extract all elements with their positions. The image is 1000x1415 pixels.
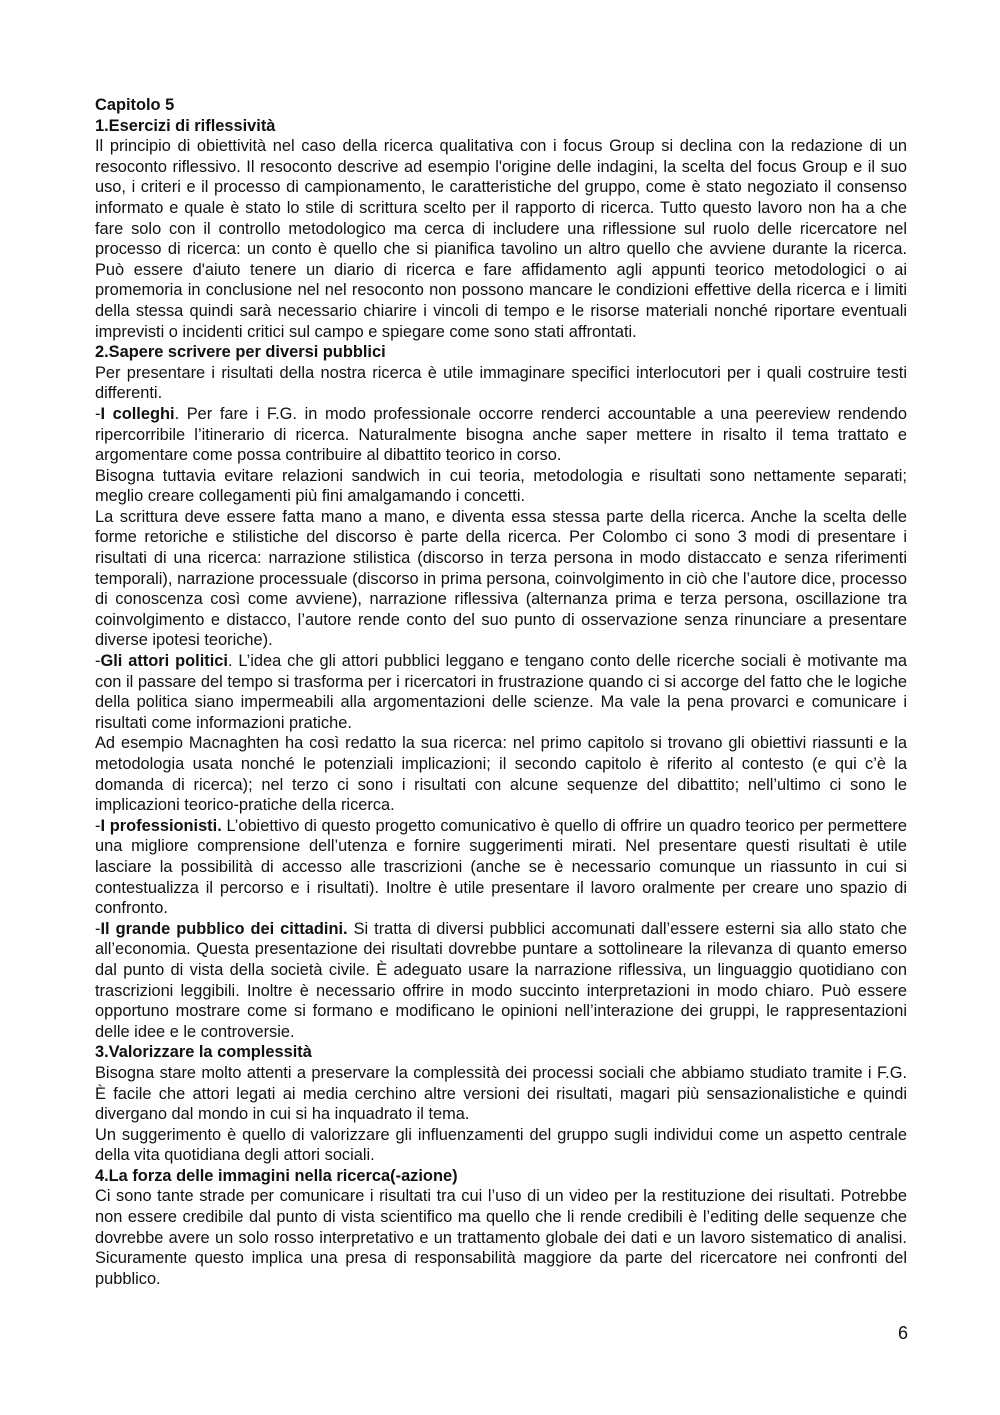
list-dash: - <box>95 919 101 938</box>
paragraph: Bisogna tuttavia evitare relazioni sandwich in cui teoria, metodologia e risultati sono nettamente separati; meglio creare collegamenti più fini amalgamando i concetti. <box>95 466 907 506</box>
list-dash: - <box>95 816 101 835</box>
paragraph: La scrittura deve essere fatta mano a mano, e diventa essa stessa parte della ricerca. Anche la scelta delle forme retoriche e stilistiche del discorso è parte della ricerca. Per Colombo ci sono 3 modi di presentare i risultati di una ricerca: narrazione stilistica (discorso in terza persona in modo distaccato e senza riferimenti temporali), narrazione processuale (discorso in prima persona, coinvolgimento in ciò che l’autore dice, processo di conoscenza così come avviene), narrazione riflessiva (alternanza prima e terza persona, oscillazione tra coinvolgimento e distacco, l’autore rende conto del suo punto di osservazione senza rinunciare a presentare diverse ipotesi teoriche). <box>95 507 907 650</box>
paragraph: Bisogna stare molto attenti a preservare la complessità dei processi sociali che abbiamo studiato tramite i F.G. È facile che attori legati ai media cerchino altre versioni dei risultati, magari più sensazionalistiche e quindi divergano dal mondo in cui si ha inquadrato il tema. <box>95 1063 907 1124</box>
page-number: 6 <box>897 1323 908 1343</box>
paragraph-text: L’obiettivo di questo progetto comunicativo è quello di offrire un quadro teorico per permettere una migliore comprensione dell’utenza e fornire suggerimenti mirati. Nel presentare questi risultati è utile lasciare la possibilità di accesso alle trascrizioni (anche se è necessario comunque un riassunto in cui si contestualizza il percorso e i risultati). Inoltre è utile presentare il lavoro oralmente per creare uno spazio di confronto. <box>95 816 907 918</box>
section-heading: 1.Esercizi di riflessività <box>95 116 276 135</box>
bold-term: Il grande pubblico dei cittadini. <box>100 919 348 938</box>
paragraph <box>95 919 907 1043</box>
paragraph <box>95 816 907 919</box>
paragraph-text: . L’idea che gli attori pubblici leggano e tengano conto delle ricerche sociali è motivante ma con il passare del tempo si trasforma per i ricercatori in frustrazione quando ci si accorge del fatto che le logiche della politica siano impermeabili alla argomentazioni delle scienze. Ma vale la pena provarci e comunicare i risultati come informazioni pratiche. <box>95 652 907 732</box>
paragraph-text: Si tratta di diversi pubblici accomunati dall’essere esterni sia allo stato che all’economia. Questa presentazione dei risultati dovrebbe puntare a sottolineare la rilevanza di quanto emerso dal punto di vista della società civile. È adeguato usare la narrazione riflessiva, un linguaggio quotidiano con trascrizioni leggibili. Inoltre è necessario offrire in modo succinto interpretazioni in modo chiaro. Può essere opportuno mostrare come si formano e modificano le opinioni nell’interazione dei gruppi, le rappresentazioni delle idee e le controversie. <box>95 919 907 1041</box>
document-page <box>95 95 907 1289</box>
paragraph: Per presentare i risultati della nostra ricerca è utile immaginare specifici interlocutori per i quali costruire testi differenti. <box>95 363 907 403</box>
bold-term: I professionisti. <box>100 816 222 835</box>
bold-term: I colleghi <box>100 404 175 423</box>
paragraph: Ci sono tante strade per comunicare i risultati tra cui l’uso di un video per la restituzione dei risultati. Potrebbe non essere credibile dal punto di vista scientifico ma quello che li rende credibili è l’editing delle sequenze che dovrebbe avere un solo rosso interpretativo e un trattamento globale dei dati e un lavoro sistematico di analisi. Sicuramente questo implica una presa di responsabilità maggiore da parte del ricercatore nei confronti del pubblico. <box>95 1187 907 1288</box>
paragraph <box>95 651 907 733</box>
section-heading: 3.Valorizzare la complessità <box>95 1043 312 1062</box>
list-dash: - <box>95 652 101 671</box>
chapter-title: Capitolo 5 <box>95 96 175 114</box>
bold-term: Gli attori politici <box>100 652 228 671</box>
paragraph: Ad esempio Macnaghten ha così redatto la sua ricerca: nel primo capitolo si trovano gli obiettivi riassunti e la metodologia usata nonché le potenziali implicazioni; il secondo capitolo è riferito al contesto (e qui c’è la domanda di ricerca); nel terzo ci sono i risultati con alcune sequenze del dibattito; nell’ultimo ci sono le implicazioni teorico-pratiche della ricerca. <box>95 734 907 815</box>
list-dash: - <box>95 404 101 423</box>
paragraph-text: . Per fare i F.G. in modo professionale occorre renderci accountable a una peereview rendendo ripercorribile l’itinerario di ricerca. Naturalmente bisogna anche saper mettere in risalto il tema trattato e argomentare come possa contribuire al dibattito teorico in corso. <box>95 404 907 465</box>
section-heading: 4.La forza delle immagini nella ricerca(-azione) <box>95 1166 458 1185</box>
paragraph: Il principio di obiettività nel caso della ricerca qualitativa con i focus Group si declina con la redazione di un resoconto riflessivo. Il resoconto descrive ad esempio l'origine delle indagini, la scelta del focus Group e il suo uso, i criteri e il processo di campionamento, le caratteristiche del gruppo, come è stato negoziato il consenso informato e quale è stato lo stile di scrittura scelto per il rapporto di ricerca. Tutto questo lavoro non ha a che fare solo con il controllo metodologico ma cerca di includere una riflessione sul ruolo delle ricercatore nel processo di ricerca: un conto è quello che si pianifica tavolino un altro quello che avviene durante la ricerca. Può essere d'aiuto tenere un diario di ricerca e fare affidamento agli appunti teorico metodologici o ai promemoria in conclusione nel nel resoconto non possono mancare le condizioni effettive della ricerca e i limiti della stessa quindi sarà necessario chiarire i vincoli di tempo e le risorse materiali nonché riportare eventuali imprevisti o incidenti critici sul campo e spiegare come sono stati affrontati. <box>95 137 907 341</box>
section-heading: 2.Sapere scrivere per diversi pubblici <box>95 343 386 362</box>
paragraph: Un suggerimento è quello di valorizzare gli influenzamenti del gruppo sugli individui come un aspetto centrale della vita quotidiana degli attori sociali. <box>95 1125 907 1165</box>
paragraph <box>95 404 907 466</box>
